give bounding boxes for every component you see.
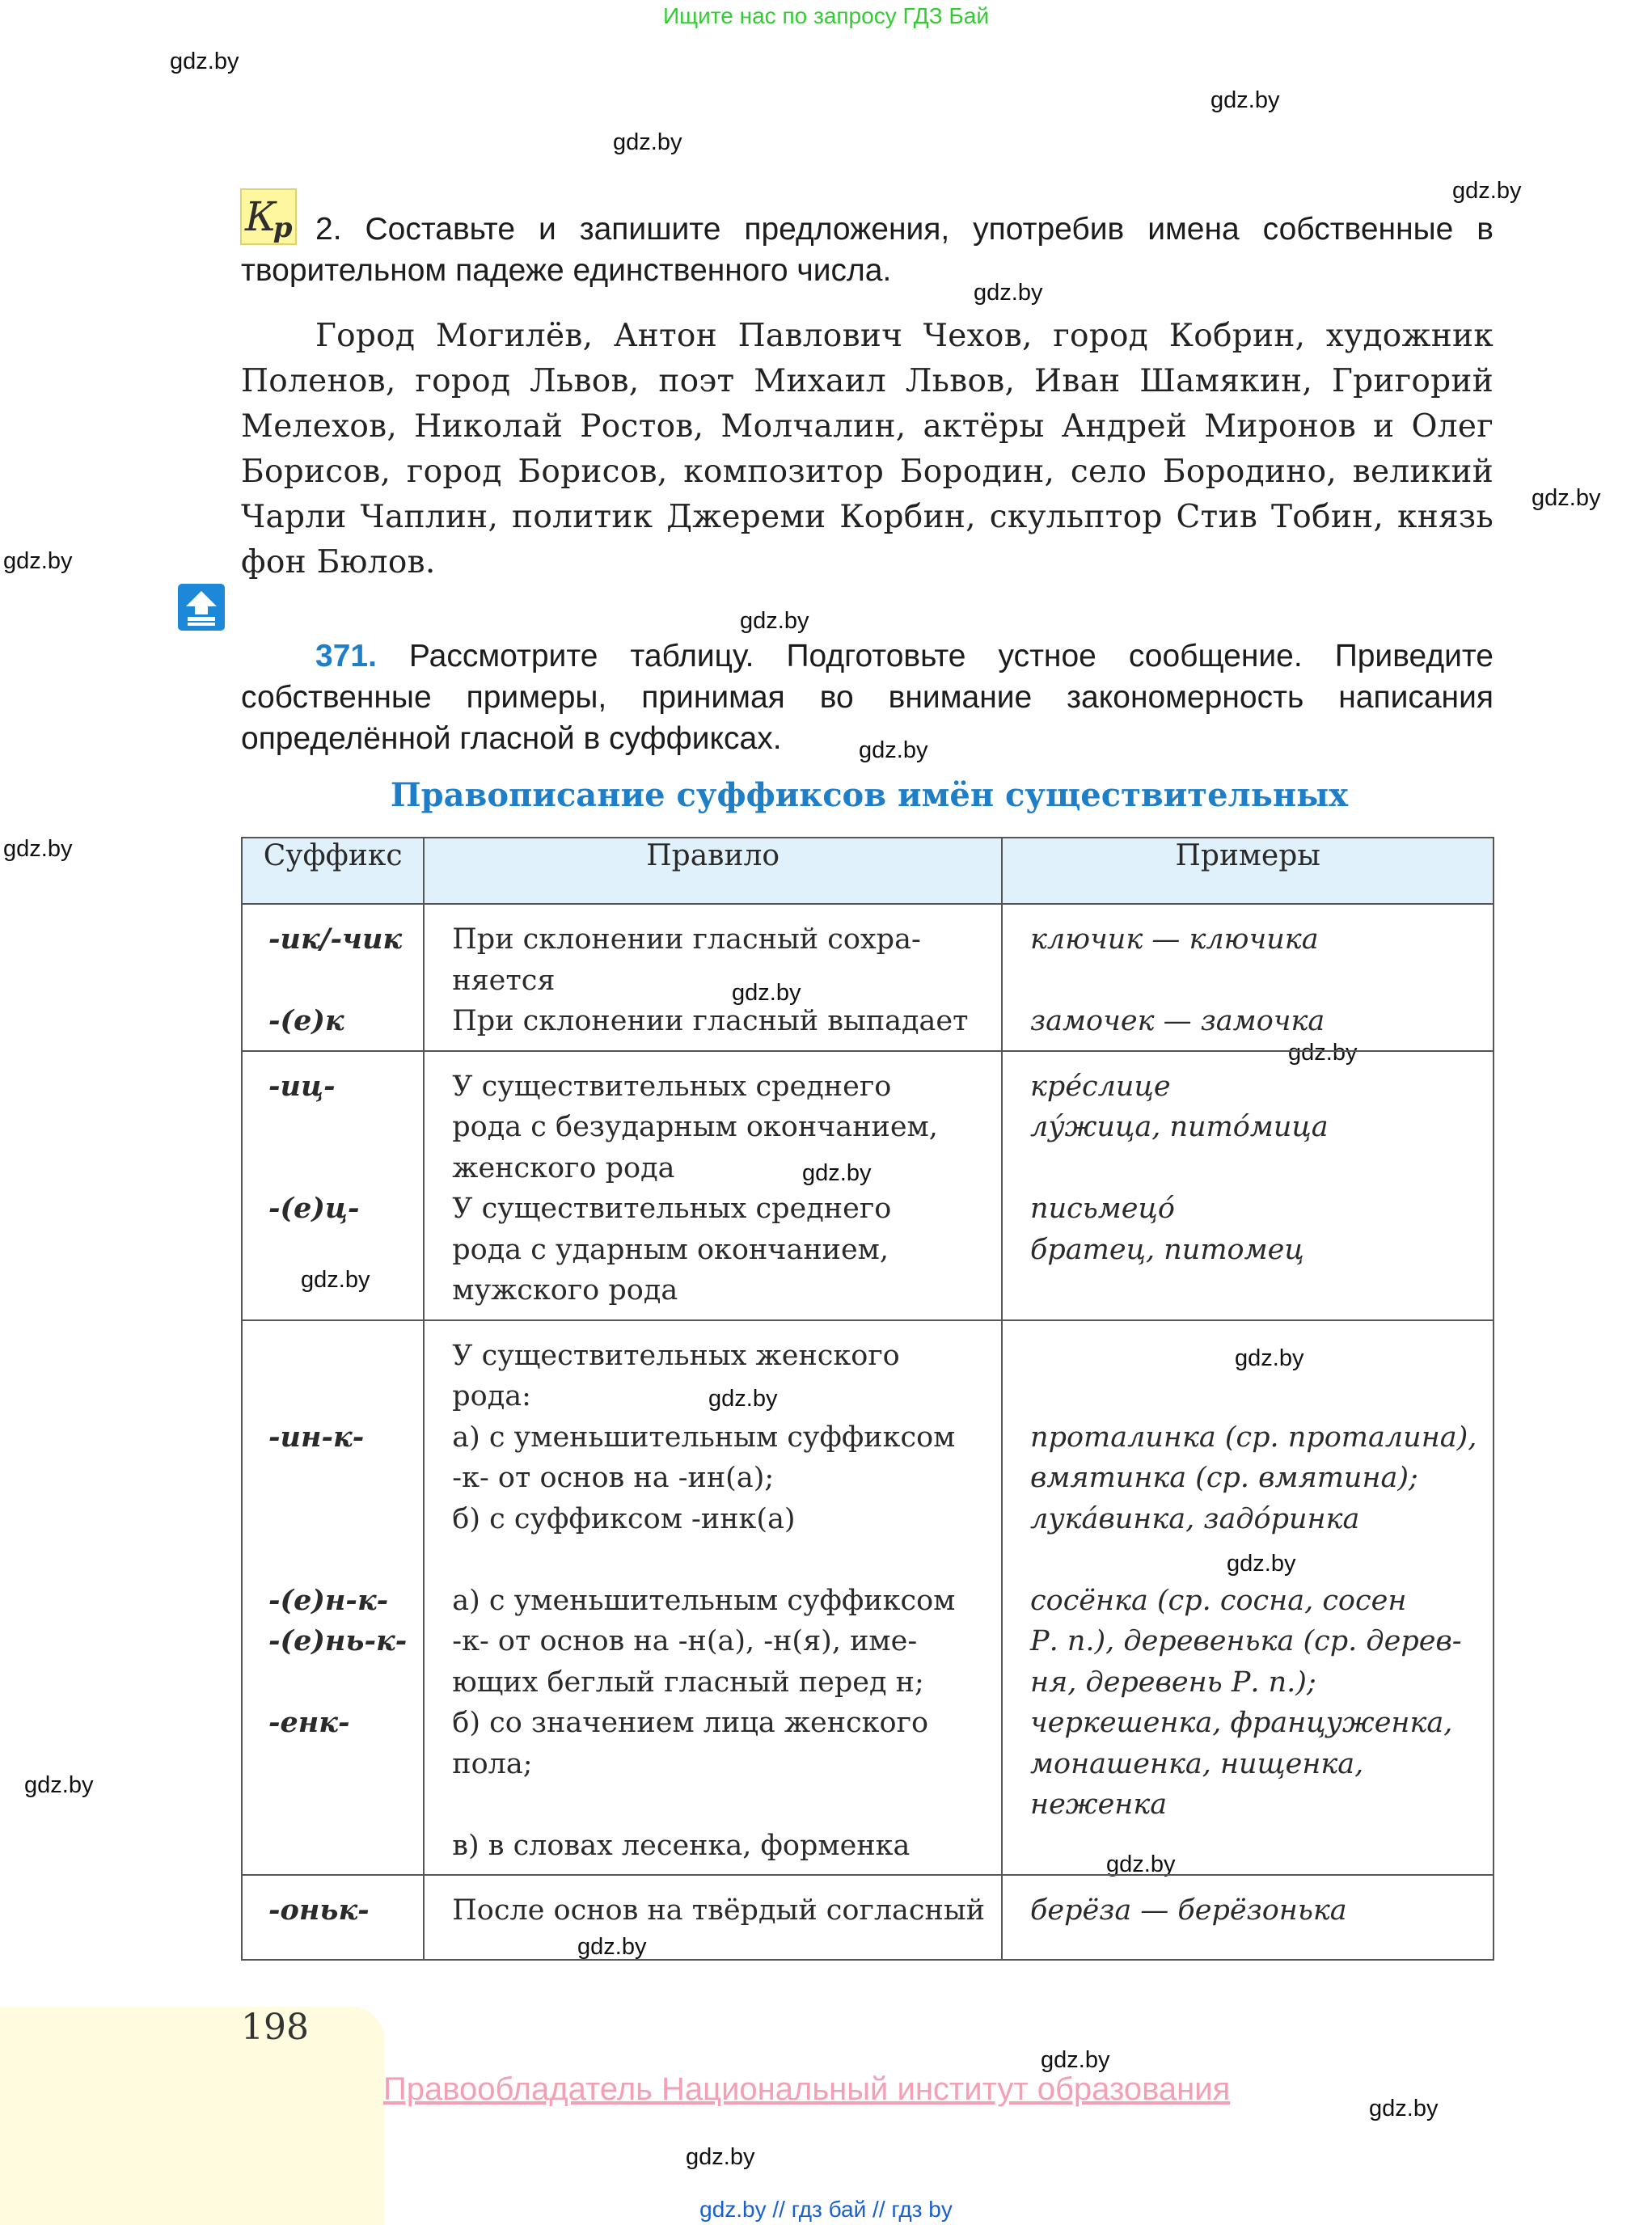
watermark: gdz.by [301, 1267, 370, 1293]
watermark: gdz.by [974, 280, 1043, 306]
rule-line: У существительных среднего [452, 1070, 892, 1103]
copyright-link[interactable]: Правообладатель Национальный институт образования [383, 2071, 1231, 2107]
rule-line: б) с суффиксом -инк(а) [452, 1502, 796, 1535]
rule-line: пола; [452, 1747, 533, 1780]
watermark: gdz.by [1210, 87, 1280, 113]
exercise-2-task: 2. Составьте и запишите предложения, употребив имена собственные в творительном падеже единственного числа. [241, 212, 1494, 288]
watermark: gdz.by [1288, 1040, 1358, 1066]
example-line: кре́слице [1030, 1070, 1171, 1103]
watermark: gdz.by [1235, 1345, 1304, 1371]
page-number-background [0, 2007, 384, 2225]
column-header: Примеры [1002, 838, 1494, 904]
example-line: ключик — ключика [1030, 923, 1319, 956]
rule-line: а) с уменьшительным суффиксом [452, 1584, 956, 1617]
rule-line: После основ на твёрдый согласный [452, 1894, 986, 1927]
watermark: gdz.by [1041, 2047, 1110, 2073]
watermark: gdz.by [1227, 1551, 1296, 1577]
suffix: -енк- [268, 1706, 350, 1739]
examples-cell [1002, 904, 1494, 1051]
example-line: берёза — берёзонька [1030, 1894, 1347, 1927]
table-row [242, 1875, 1494, 1960]
example-line: лука́винка, задо́ринка [1030, 1502, 1360, 1535]
exercise-371-text: Рассмотрите таблицу. Подготовьте устное сообщение. Приведите собственные примеры, принимая во внимание закономерность написания определённой гласной в суффиксах. [241, 639, 1494, 756]
exercise-number: 371. [315, 639, 377, 673]
suffix-table [241, 837, 1494, 1961]
rule-line: ющих беглый гласный перед н; [452, 1666, 924, 1699]
rule-line: При склонении гласный выпадает [452, 1005, 969, 1037]
rule-line: в) в словах лесенка, форменка [452, 1829, 911, 1862]
example-line: вмятинка (ср. вмятина); [1030, 1462, 1418, 1494]
rule-line: б) со значением лица женского [452, 1707, 929, 1739]
suffix: -ин-к- [268, 1420, 365, 1454]
example-line: лу́жица, пито́мица [1030, 1111, 1329, 1143]
suffix: -(е)нь-к- [268, 1624, 408, 1657]
rule-line: рода: [452, 1380, 531, 1412]
exercise-371-task [241, 635, 1494, 759]
top-banner: Ищите нас по запросу ГДЗ Бай [662, 3, 990, 28]
example-line: Р. п.), деревенька (ср. дерев- [1030, 1625, 1462, 1657]
page-number: 198 [241, 2007, 309, 2048]
rule-line: -к- от основ на -н(а), -н(я), име- [452, 1625, 918, 1657]
watermark: gdz.by [1452, 178, 1522, 204]
watermark: gdz.by [859, 737, 928, 763]
rule-line: а) с уменьшительным суффиксом [452, 1421, 956, 1454]
rule-cell [424, 1320, 1002, 1876]
example-line: монашенка, нищенка, [1030, 1747, 1364, 1780]
column-header: Правило [424, 838, 1002, 904]
watermark: gdz.by [3, 548, 73, 574]
rule-line: рода с безударным окончанием, [452, 1111, 938, 1143]
example-line: неженка [1030, 1788, 1168, 1821]
suffix-cell [242, 1320, 424, 1876]
table-row [242, 904, 1494, 1051]
watermark: gdz.by [732, 980, 801, 1006]
watermark: gdz.by [802, 1160, 872, 1186]
table-title: Правописание суффиксов имён существительных [390, 776, 1349, 814]
rule-line: У существительных среднего [452, 1193, 892, 1225]
watermark: gdz.by [577, 1934, 647, 1960]
suffix: -(е)ц- [268, 1192, 360, 1225]
example-line: братец, питомец [1030, 1233, 1304, 1266]
kr-badge-sub: р [273, 212, 293, 244]
rule-line: У существительных женского [452, 1339, 900, 1372]
watermark: gdz.by [1369, 2096, 1439, 2122]
example-line: ня, деревень Р. п.); [1030, 1666, 1316, 1699]
suffix: -ик/-чик [268, 923, 403, 956]
example-line: замочек — замочка [1030, 1005, 1325, 1037]
watermark: gdz.by [740, 608, 809, 634]
rule-cell [424, 1875, 1002, 1960]
suffix-cell [242, 1875, 424, 1960]
rule-cell [424, 904, 1002, 1051]
rule-line: рода с ударным окончанием, [452, 1233, 889, 1266]
column-header: Суффикс [242, 838, 424, 904]
up-arrow-icon [178, 584, 225, 631]
watermark: gdz.by [686, 2144, 755, 2170]
rule-line: -к- от основ на -ин(а); [452, 1462, 775, 1494]
rule-cell [424, 1051, 1002, 1320]
exercise-2-list: Город Могилёв, Антон Павлович Чехов, город Кобрин, художник Поленов, город Львов, поэт Михаил Львов, Иван Шамякин, Григорий Мелехов, Николай Ростов, Молчалин, актёры Андрей Миронов и Олег Борисов, город Борисов, композитор Бородин, село Бородино, великий Чарли Чаплин, политик Джереми Корбин, скульптор Стив Тобин, князь фон Бюлов. [241, 318, 1494, 581]
table-row [242, 1320, 1494, 1876]
rule-line: женского рода [452, 1151, 675, 1184]
watermark: gdz.by [708, 1386, 778, 1412]
example-line: черкешенка, француженка, [1030, 1707, 1453, 1739]
suffix: -(е)н-к- [268, 1583, 389, 1617]
table-header-row [242, 838, 1494, 904]
examples-cell [1002, 1051, 1494, 1320]
watermark: gdz.by [24, 1772, 94, 1798]
suffix: -(е)к [268, 1004, 344, 1037]
kr-badge-letter: К [245, 193, 277, 240]
rule-line: мужского рода [452, 1274, 678, 1307]
watermark: gdz.by [613, 129, 682, 155]
suffix: -иц- [268, 1069, 336, 1103]
example-line: сосёнка (ср. сосна, сосен [1030, 1584, 1407, 1617]
rule-line: При склонении гласный сохра- [452, 923, 921, 956]
examples-cell [1002, 1875, 1494, 1960]
watermark: gdz.by [3, 836, 73, 862]
watermark: gdz.by [1532, 485, 1601, 511]
suffix-cell [242, 904, 424, 1051]
suffix-cell [242, 1051, 424, 1320]
example-line: проталинка (ср. проталина), [1030, 1421, 1477, 1454]
suffix: -оньк- [268, 1894, 370, 1927]
examples-cell [1002, 1320, 1494, 1876]
table-row [242, 1051, 1494, 1320]
watermark: gdz.by [1106, 1851, 1176, 1877]
example-line: письмецо́ [1030, 1193, 1175, 1225]
rule-line: няется [452, 964, 556, 997]
watermark: gdz.by [170, 49, 239, 74]
footer-links[interactable]: gdz.by // гдз бай // гдз by [699, 2197, 953, 2222]
